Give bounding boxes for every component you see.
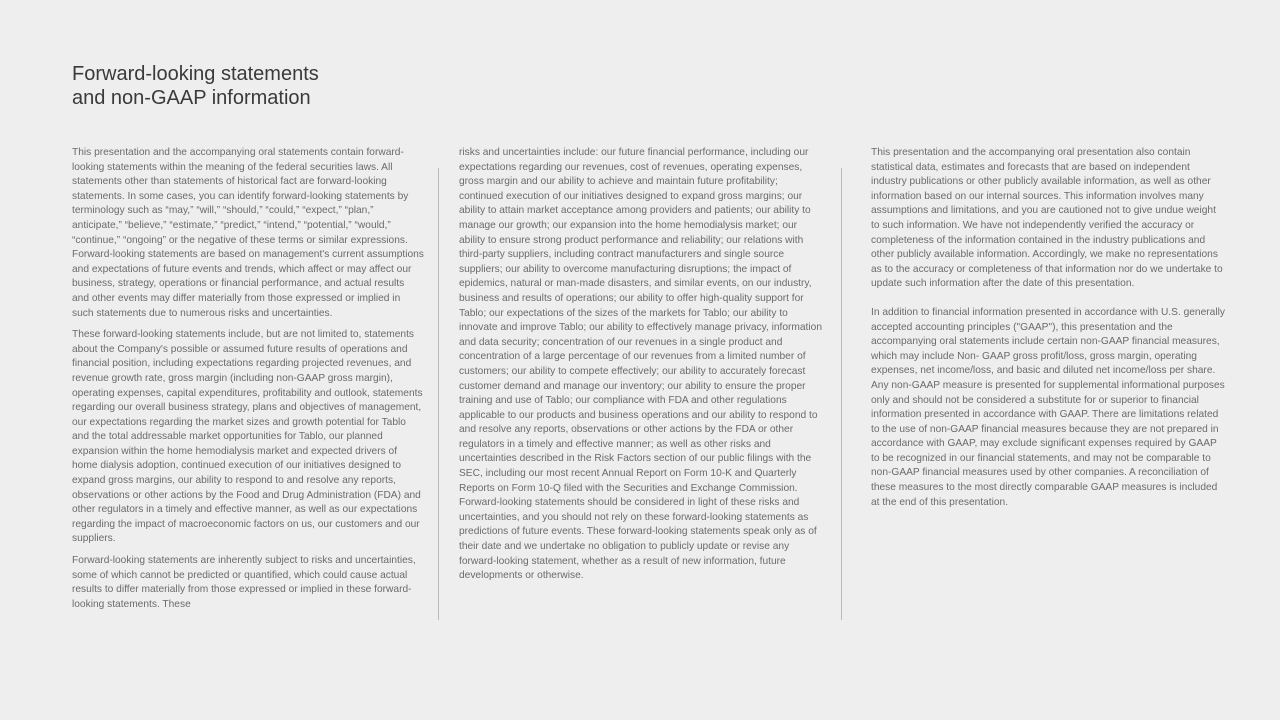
forward-looking-scope-paragraph: These forward-looking statements include, but are not limited to, statements about the Company's possible or assumed future results of operations and financial position, including expectations regarding projected revenues, and revenue growth rate, gross margin (including non-GAAP gross margin), operating expenses, capital expenditures, profitability and outlook, statements regarding our overall business strategy, plans and objectives of management, our expectations regarding the market sizes and growth potential for Tablo and the total addressable market opportunities for Tablo, our planned expansion within the home hemodialysis market and expected drivers of home dialysis adoption, continued execution of our initiatives designed to expand gross margins, our ability to respond to and resolve any reports, observations or other actions by the Food and Drug Administration (FDA) and other regulators in a timely and effective manner, as well as our expectations regarding the impact of macroeconomic factors on us, our customers and our suppliers. bbox=[72, 329, 423, 545]
column-right bbox=[871, 146, 1225, 517]
title-line-2: and non-GAAP information bbox=[72, 87, 311, 109]
column-divider-2 bbox=[841, 168, 842, 620]
risk-factors-paragraph: risks and uncertainties include: our future financial performance, including our expectations regarding our revenues, cost of revenues, operating expenses, gross margin and our ability to achieve and maintain future profitability; continued execution of our initiatives designed to expand gross margins; our ability to attain market acceptance among providers and patients; our ability to manage our growth; our expansion into the home hemodialysis market; our ability to ensure strong product performance and reliability; our relations with third-party suppliers, including contract manufacturers and single source suppliers; our ability to overcome manufacturing disruptions; the impact of epidemics, natural or man-made disasters, and similar events, on our industry, business and results of operations; our ability to offer high-quality support for Tablo; our expectations of the sizes of the markets for Tablo; our ability to innovate and improve Tablo; our ability to effectively manage privacy, information and data security; concentration of our revenues in a single product and concentration of a large percentage of our revenues from a limited number of customers; our ability to compete effectively; our ability to accurately forecast customer demand and manage our inventory; our ability to ensure the proper training and use of Tablo; our compliance with FDA and other regulations applicable to our products and business operations and our ability to respond to and resolve any reports, observations or other actions by the FDA or other regulators in a timely and effective manner; as well as other risks and uncertainties described in the Risk Factors section of our public filings with the SEC, including our most recent Annual Report on Form 10-K and Quarterly Reports on Form 10-Q filed with the Securities and Exchange Commission. Forward-looking statements should be considered in light of these risks and uncertainties, and you should not rely on these forward-looking statements as predictions of future events. These forward-looking statements speak only as of their date and we undertake no obligation to publicly update or revise any forward-looking statement, whether as a result of new information, future developments or otherwise. bbox=[459, 147, 822, 582]
page-title bbox=[72, 62, 319, 110]
forward-looking-intro-paragraph: This presentation and the accompanying oral statements contain forward-looking statements within the meaning of the federal securities laws. All statements other than statements of historical fact are forward-looking statements. In some cases, you can identify forward-looking statements by terminology such as “may,” “will,” “should,” “could,” “expect,” “plan,” anticipate,” “believe,” “estimate,” “predict,” “intend,” “potential,” “would,” “continue,” “ongoing” or the negative of these terms or similar expressions. Forward-looking statements are based on management's current assumptions and expectations of future events and trends, which affect or may affect our business, strategy, operations or financial performance, and actual results and other events may differ materially from those expressed or implied in such statements due to numerous risks and uncertainties. bbox=[72, 147, 424, 319]
column-divider-1 bbox=[438, 168, 439, 620]
title-line-1: Forward-looking statements bbox=[72, 63, 319, 85]
column-left bbox=[72, 146, 424, 619]
forward-looking-risks-paragraph: Forward-looking statements are inherently subject to risks and uncertainties, some of which cannot be predicted or quantified, which could cause actual results to differ materially from those expressed or implied in these forward-looking statements. These bbox=[72, 555, 416, 610]
statistical-data-paragraph: This presentation and the accompanying oral presentation also contain statistical data, estimates and forecasts that are based on independent industry publications or other publicly available information, as well as other information based on our internal sources. This information involves many assumptions and limitations, and you are cautioned not to give undue weight to such information. We have not independently verified the accuracy or completeness of the information contained in the industry publications and other publicly available information. Accordingly, we make no representations as to the accuracy or completeness of that information nor do we undertake to update such information after the date of this presentation. bbox=[871, 147, 1223, 290]
column-middle bbox=[459, 146, 823, 591]
non-gaap-paragraph: In addition to financial information presented in accordance with U.S. generally accepted accounting principles ("GAAP"), this presentation and the accompanying oral statements include certain non-GAAP financial measures, which may include Non- GAAP gross profit/loss, gross margin, operating expenses, net income/loss, and basic and diluted net income/loss per share. Any non-GAAP measure is presented for supplemental informational purposes only and should not be considered a substitute for or superior to financial information presented in accordance with GAAP. There are limitations related to the use of non-GAAP financial measures because they are not prepared in accordance with GAAP, may exclude significant expenses required by GAAP to be recognized in our financial statements, and may not be comparable to non-GAAP financial measures used by other companies. A reconciliation of these measures to the most directly comparable GAAP measures is included at the end of this presentation. bbox=[871, 306, 1225, 508]
